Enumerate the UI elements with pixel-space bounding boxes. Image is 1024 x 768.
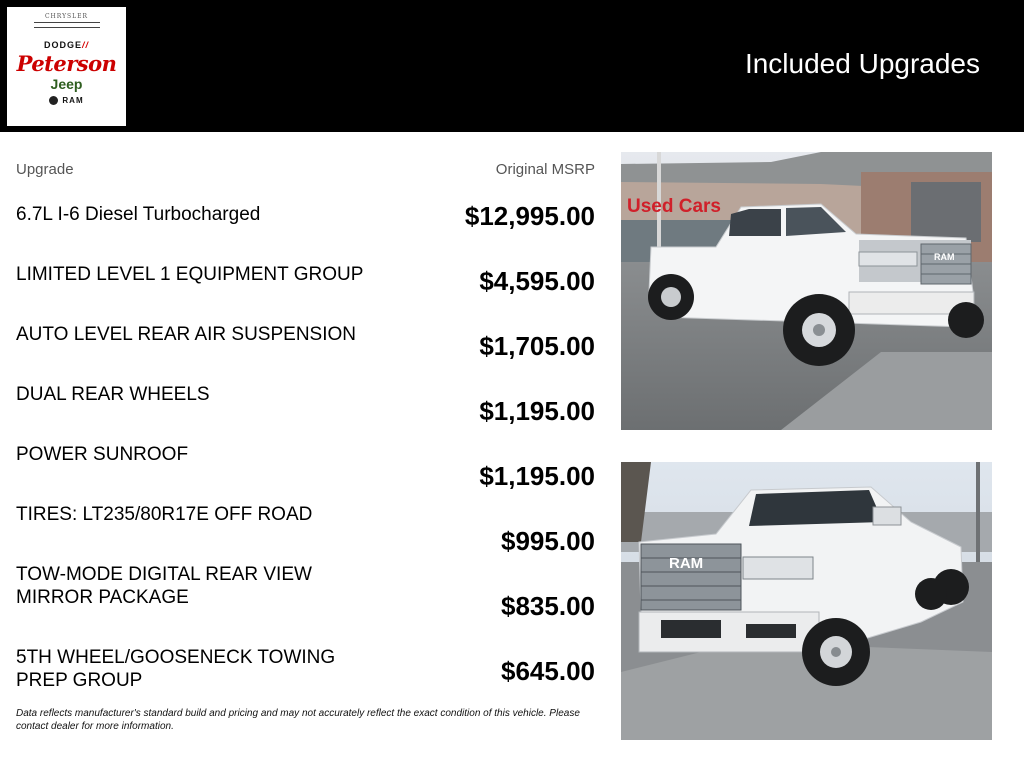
upgrade-price: $1,705.00	[479, 331, 595, 361]
disclaimer-text: Data reflects manufacturer's standard build and pricing and may not accurately reflect the exact condition of this vehicle. Please contact dealer for more information.	[16, 708, 580, 732]
front-grille	[641, 544, 741, 610]
dodge-logo-text: DODGE	[43, 40, 82, 50]
peterson-logo-text: Peterson	[16, 51, 117, 76]
jeep-logo-text: Jeep	[50, 76, 83, 92]
upgrade-name: DUAL REAR WHEELS	[16, 384, 210, 405]
grille-text: RAM	[934, 252, 955, 262]
upgrade-name: 6.7L I-6 Diesel Turbocharged	[16, 204, 261, 225]
upgrade-column-header: Upgrade	[16, 161, 74, 178]
upgrade-name: AUTO LEVEL REAR AIR SUSPENSION	[16, 324, 356, 345]
upgrade-price: $1,195.00	[479, 461, 595, 491]
grille	[921, 244, 971, 284]
upgrade-name: POWER SUNROOF	[16, 444, 189, 465]
chrysler-logo-text: CHRYSLER	[44, 13, 89, 20]
front-grille-text: RAM	[669, 555, 704, 572]
upgrade-name: TOW-MODE DIGITAL REAR VIEW MIRROR PACKAGE	[16, 564, 312, 608]
dealer-logo[interactable]	[7, 7, 126, 126]
chrysler-wing-icon	[34, 22, 100, 28]
truck-side-illustration	[621, 152, 992, 430]
dodge-stripe-icon: //	[82, 40, 90, 50]
upgrade-price: $4,595.00	[479, 266, 595, 296]
upgrade-name: 5TH WHEEL/GOOSENECK TOWING PREP GROUP	[16, 647, 336, 691]
page-title: Included Upgrades	[744, 48, 980, 79]
dodge-logo	[7, 40, 126, 50]
upgrade-price: $835.00	[501, 591, 595, 621]
upgrade-name: TIRES: LT235/80R17E OFF ROAD	[16, 504, 313, 525]
dealer-sign-text: Used Cars	[627, 196, 721, 217]
header-bar	[0, 0, 1024, 132]
upgrade-price: $12,995.00	[464, 201, 595, 231]
truck-photo-front[interactable]	[621, 462, 992, 740]
upgrade-name: LIMITED LEVEL 1 EQUIPMENT GROUP	[16, 264, 364, 285]
truck-photo-side[interactable]	[621, 152, 992, 430]
upgrade-price: $995.00	[501, 526, 595, 556]
ram-logo-text: RAM	[62, 96, 84, 105]
msrp-column-header: Original MSRP	[495, 161, 595, 178]
ram-head-icon	[49, 96, 58, 105]
upgrade-price: $645.00	[501, 656, 595, 686]
upgrade-price: $1,195.00	[479, 396, 595, 426]
truck-front-illustration	[621, 462, 992, 740]
ram-logo	[7, 96, 126, 105]
